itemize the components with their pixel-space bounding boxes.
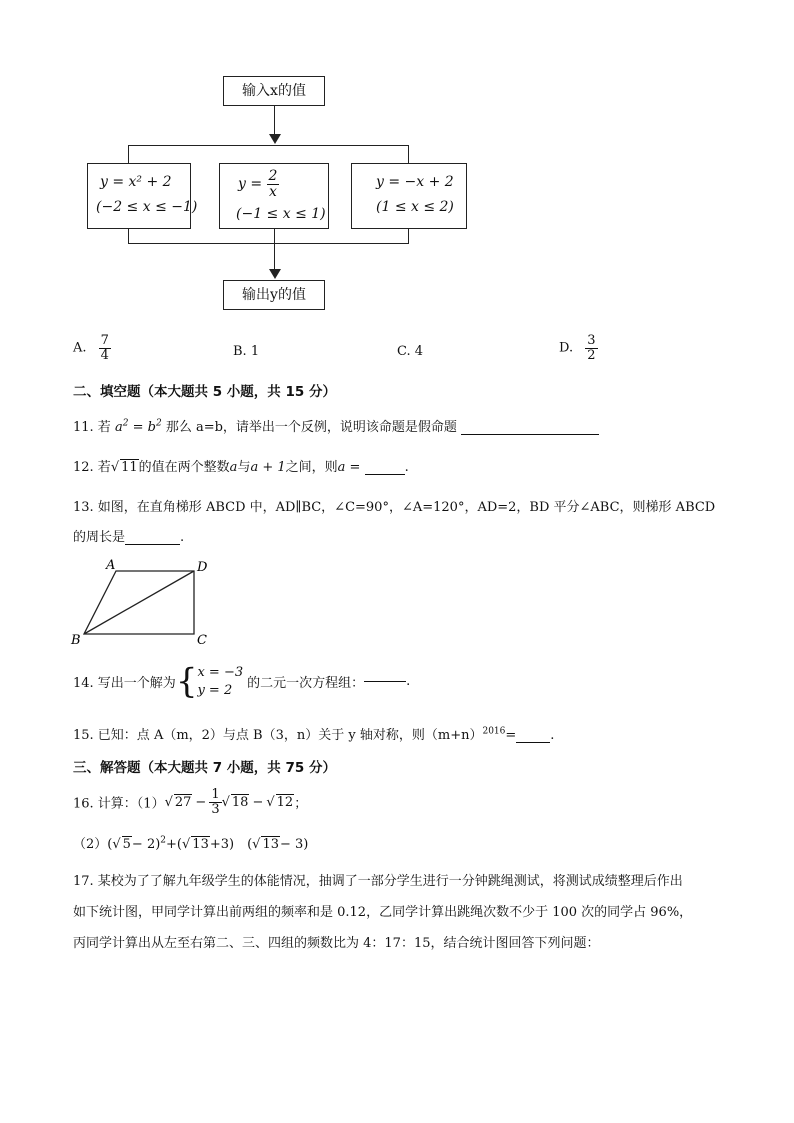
trapezoid-figure [66, 556, 226, 651]
flow-arrow-head-bottom [269, 269, 281, 279]
q12-mid2: 与 [237, 460, 251, 475]
q14-dot: . [406, 674, 411, 690]
q13-answer-blank[interactable] [125, 544, 180, 545]
flow-output-box [223, 280, 325, 310]
q15-eq: = [505, 728, 517, 743]
q12-a: a [229, 460, 238, 475]
question-15 [73, 724, 554, 743]
flow-box-3-condition: (1 ≤ x ≤ 2) [376, 199, 454, 215]
q16-frac-num: 1 [211, 787, 220, 802]
flow-arrow-line-bottom [274, 229, 275, 271]
q13-line2-text: 的周长是 [73, 530, 126, 545]
q11-num: 11. 若 [73, 420, 111, 435]
flow-box-2 [219, 163, 329, 229]
option-a-den: 4 [100, 347, 109, 363]
option-d-num: 3 [587, 333, 596, 348]
q12-mid: 的值在两个整数 [138, 460, 230, 475]
label-b: B [71, 633, 81, 648]
label-d: D [197, 560, 208, 575]
q11-text: 那么 a=b，请举出一个反例，说明该命题是假命题 [165, 420, 457, 435]
flow-box-3 [351, 163, 467, 229]
q14-suffix: 的二元一次方程组： [247, 676, 365, 692]
flow-bottom-right-rise [408, 229, 409, 244]
option-d [559, 334, 598, 362]
flow-output-label: 输出y的值 [242, 287, 306, 303]
flow-input-label: 输入x的值 [242, 83, 306, 99]
question-13-line2 [73, 526, 184, 545]
option-a-label: A. [73, 340, 87, 356]
question-11 [73, 416, 599, 435]
question-17-line1: 17. 某校为了了解九年级学生的体能情况，抽调了一部分学生进行一分钟跳绳测试，将测试成绩整理后作出 [73, 874, 683, 889]
q16-p2-b: +( [166, 837, 182, 852]
q11-answer-blank[interactable] [461, 434, 599, 435]
q14-eq1: x = −3 [197, 665, 244, 680]
q12-ans: a = [337, 460, 361, 475]
q14-prefix: 14. 写出一个解为 [73, 676, 176, 692]
question-17-line2: 如下统计图，甲同学计算出前两组的频率和是 0.12，乙同学计算出跳绳次数不少于 100 次的同学占 96%， [73, 905, 693, 920]
q16-minus1: − [195, 794, 207, 810]
q14-eq2: y = 2 [197, 682, 233, 698]
q12-dot: . [404, 460, 409, 475]
option-a [73, 334, 111, 362]
flow-box-3-formula: y = −x + 2 [376, 174, 454, 190]
q16-r3: 12 [276, 795, 294, 811]
q16-p2-d: − 3) [280, 837, 309, 852]
option-b: B. 1 [233, 344, 260, 359]
q16-r5: 13 [192, 837, 209, 852]
flow-input-box [223, 76, 325, 106]
q12-a1: a + 1 [250, 460, 286, 475]
q15-text: 15. 已知：点 A（m，2）与点 B（3，n）关于 y 轴对称，则（m+n） [73, 728, 483, 743]
q16-p2-prefix: （2）( [73, 837, 113, 852]
flow-bottom-connector [128, 243, 408, 244]
q16-p2-c: +3) ( [209, 837, 253, 852]
flow-box-2-formula: y = [238, 176, 263, 193]
flow-arrow-head-top [269, 134, 281, 144]
label-a: A [106, 558, 116, 573]
q16-r4: 5 [122, 837, 131, 852]
flow-box-2-numerator: 2 [268, 168, 278, 184]
q14-answer-blank[interactable] [364, 681, 406, 682]
q11-eq: $a^2 = b^2$ [114, 418, 162, 435]
q16-frac-den: 3 [211, 801, 220, 817]
q12-radicand: 11 [121, 460, 138, 475]
q16-r6: 13 [262, 837, 279, 852]
q15-exp: 2016 [482, 726, 506, 737]
flow-top-connector [128, 145, 408, 146]
q12-end: 之间，则 [285, 460, 338, 475]
option-d-den: 2 [587, 347, 596, 363]
flow-box-1-condition: (−2 ≤ x ≤ −1) [96, 199, 198, 215]
option-d-label: D. [559, 340, 574, 356]
q13-dot: . [180, 530, 185, 545]
q16-end: ； [294, 796, 308, 812]
question-14 [73, 661, 411, 702]
flow-box-2-denominator: x [269, 183, 277, 200]
flow-box-1-formula: y = x² + 2 [100, 174, 172, 190]
flow-box-2-condition: (−1 ≤ x ≤ 1) [236, 206, 326, 222]
q16-prefix: 16. 计算：（1） [73, 796, 165, 812]
flow-box-1 [87, 163, 198, 229]
q14-brace: { [175, 661, 198, 702]
question-12: 12. 若√ 11的值在两个整数a与a + 1之间，则a = . [73, 460, 409, 475]
q16-minus2: − [252, 794, 264, 810]
q16-p2-a: − 2) [131, 837, 161, 852]
section-2-title: 二、填空题（本大题共 5 小题，共 15 分） [73, 384, 336, 400]
q12-prefix: 12. 若 [73, 460, 111, 475]
flow-bottom-left-rise [128, 229, 129, 244]
flow-top-left-drop [128, 145, 129, 163]
option-a-num: 7 [100, 333, 109, 348]
flow-top-right-drop [408, 145, 409, 163]
q15-answer-blank[interactable] [516, 742, 550, 743]
q16-r1: 27 [174, 795, 192, 811]
section-3-title: 三、解答题（本大题共 7 小题，共 75 分） [73, 760, 336, 776]
question-13-line1: 13. 如图，在直角梯形 ABCD 中，AD∥BC，∠C=90°，∠A=120°，AD=2，BD 平分∠ABC，则梯形 ABCD [73, 500, 716, 515]
q12-answer-blank[interactable] [365, 474, 405, 475]
question-16-part2: （2）(√ 5− 2)$^2$+(√ 13+3) (√ 13− 3) [73, 835, 309, 852]
question-17-line3: 丙同学计算出从左至右第二、三、四组的频数比为 4：17：15，结合统计图回答下列问题： [73, 936, 600, 951]
q15-dot: . [550, 728, 555, 743]
option-c: C. 4 [397, 344, 424, 359]
q16-sq: 2 [160, 835, 167, 846]
label-c: C [197, 633, 207, 648]
q16-r2: 18 [231, 795, 249, 811]
flow-arrow-line-top [274, 106, 275, 137]
question-16-part1: 16. 计算：（1）√ 27 − $\frac{1}{3}$ √ 18 − √ 12； [73, 787, 308, 817]
